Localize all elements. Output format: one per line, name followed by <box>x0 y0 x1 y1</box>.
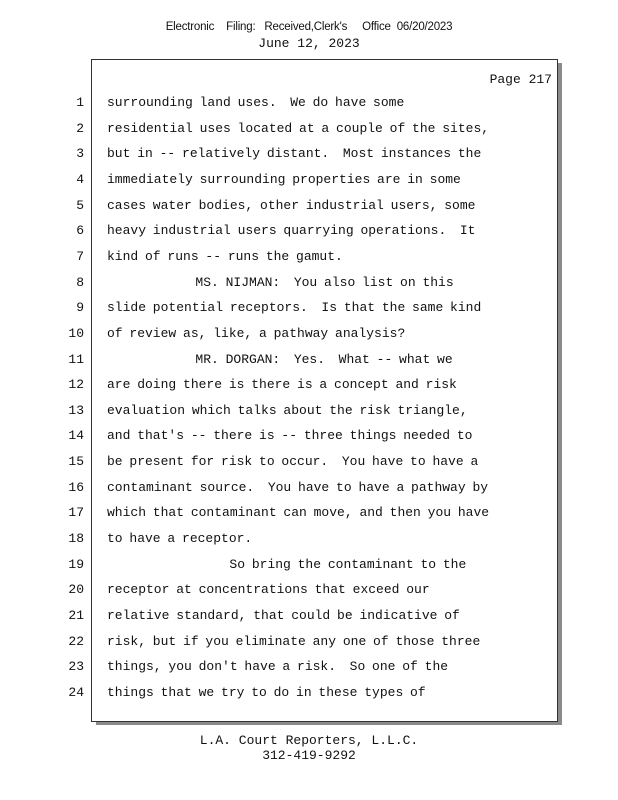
line-text: but in -- relatively distant. Most instances the <box>107 146 482 161</box>
line-number: 13 <box>68 403 84 418</box>
line-text: and that's -- there is -- three things needed to <box>107 428 473 443</box>
line-text: slide potential receptors. Is that the same kind <box>107 300 482 315</box>
line-number: 14 <box>68 428 84 443</box>
line-text: are doing there is there is a concept and risk <box>107 377 457 392</box>
reporter-company: L.A. Court Reporters, L.L.C. <box>199 733 419 748</box>
line-number: 8 <box>76 275 84 290</box>
line-text: heavy industrial users quarrying operations. It <box>107 223 476 238</box>
line-number: 24 <box>68 685 84 700</box>
line-text: things that we try to do in these types of <box>107 685 426 700</box>
line-text: of review as, like, a pathway analysis? <box>107 326 406 341</box>
line-number: 11 <box>68 352 84 367</box>
line-number: 17 <box>68 505 84 520</box>
line-text: be present for risk to occur. You have to have a <box>107 454 479 469</box>
line-number: 16 <box>68 480 84 495</box>
line-text: contaminant source. You have to have a pathway by <box>107 480 489 495</box>
line-text: surrounding land uses. We do have some <box>107 95 405 110</box>
line-text: residential uses located at a couple of the sites, <box>107 121 490 136</box>
line-text: cases water bodies, other industrial users, some <box>107 198 476 213</box>
page-number: Page 217 <box>489 72 552 87</box>
line-number: 1 <box>76 95 84 110</box>
line-text: evaluation which talks about the risk triangle, <box>107 403 468 418</box>
line-number: 12 <box>68 377 84 392</box>
line-number: 19 <box>68 557 84 572</box>
line-number: 20 <box>68 582 84 597</box>
line-number: 18 <box>68 531 84 546</box>
line-number: 10 <box>68 326 84 341</box>
line-text: immediately surrounding properties are in some <box>107 172 461 187</box>
line-number: 3 <box>76 146 84 161</box>
line-number: 7 <box>76 249 84 264</box>
line-text: things, you don't have a risk. So one of the <box>107 659 449 674</box>
line-text: kind of runs -- runs the gamut. <box>107 249 343 264</box>
line-number: 6 <box>76 223 84 238</box>
line-number: 21 <box>68 608 84 623</box>
line-text: receptor at concentrations that exceed our <box>107 582 430 597</box>
line-text: risk, but if you eliminate any one of those three <box>107 634 481 649</box>
line-text: MS. NIJMAN: You also list on this <box>107 275 454 290</box>
line-number: 15 <box>68 454 84 469</box>
line-number: 4 <box>76 172 84 187</box>
line-text: to have a receptor. <box>107 531 253 546</box>
line-number: 9 <box>76 300 84 315</box>
transcript-date: June 12, 2023 <box>258 36 360 51</box>
line-number: 2 <box>76 121 84 136</box>
line-text: So bring the contaminant to the <box>107 557 467 572</box>
line-text: relative standard, that could be indicative of <box>107 608 460 623</box>
line-number: 5 <box>76 198 84 213</box>
filing-stamp: Electronic Filing: Received,Clerk's Office 06/20/2023 <box>165 21 453 33</box>
reporter-phone: 312-419-9292 <box>262 748 356 763</box>
line-text: MR. DORGAN: Yes. What -- what we <box>107 352 453 367</box>
line-number: 23 <box>68 659 84 674</box>
line-text: which that contaminant can move, and then you have <box>107 505 490 520</box>
line-number: 22 <box>68 634 84 649</box>
